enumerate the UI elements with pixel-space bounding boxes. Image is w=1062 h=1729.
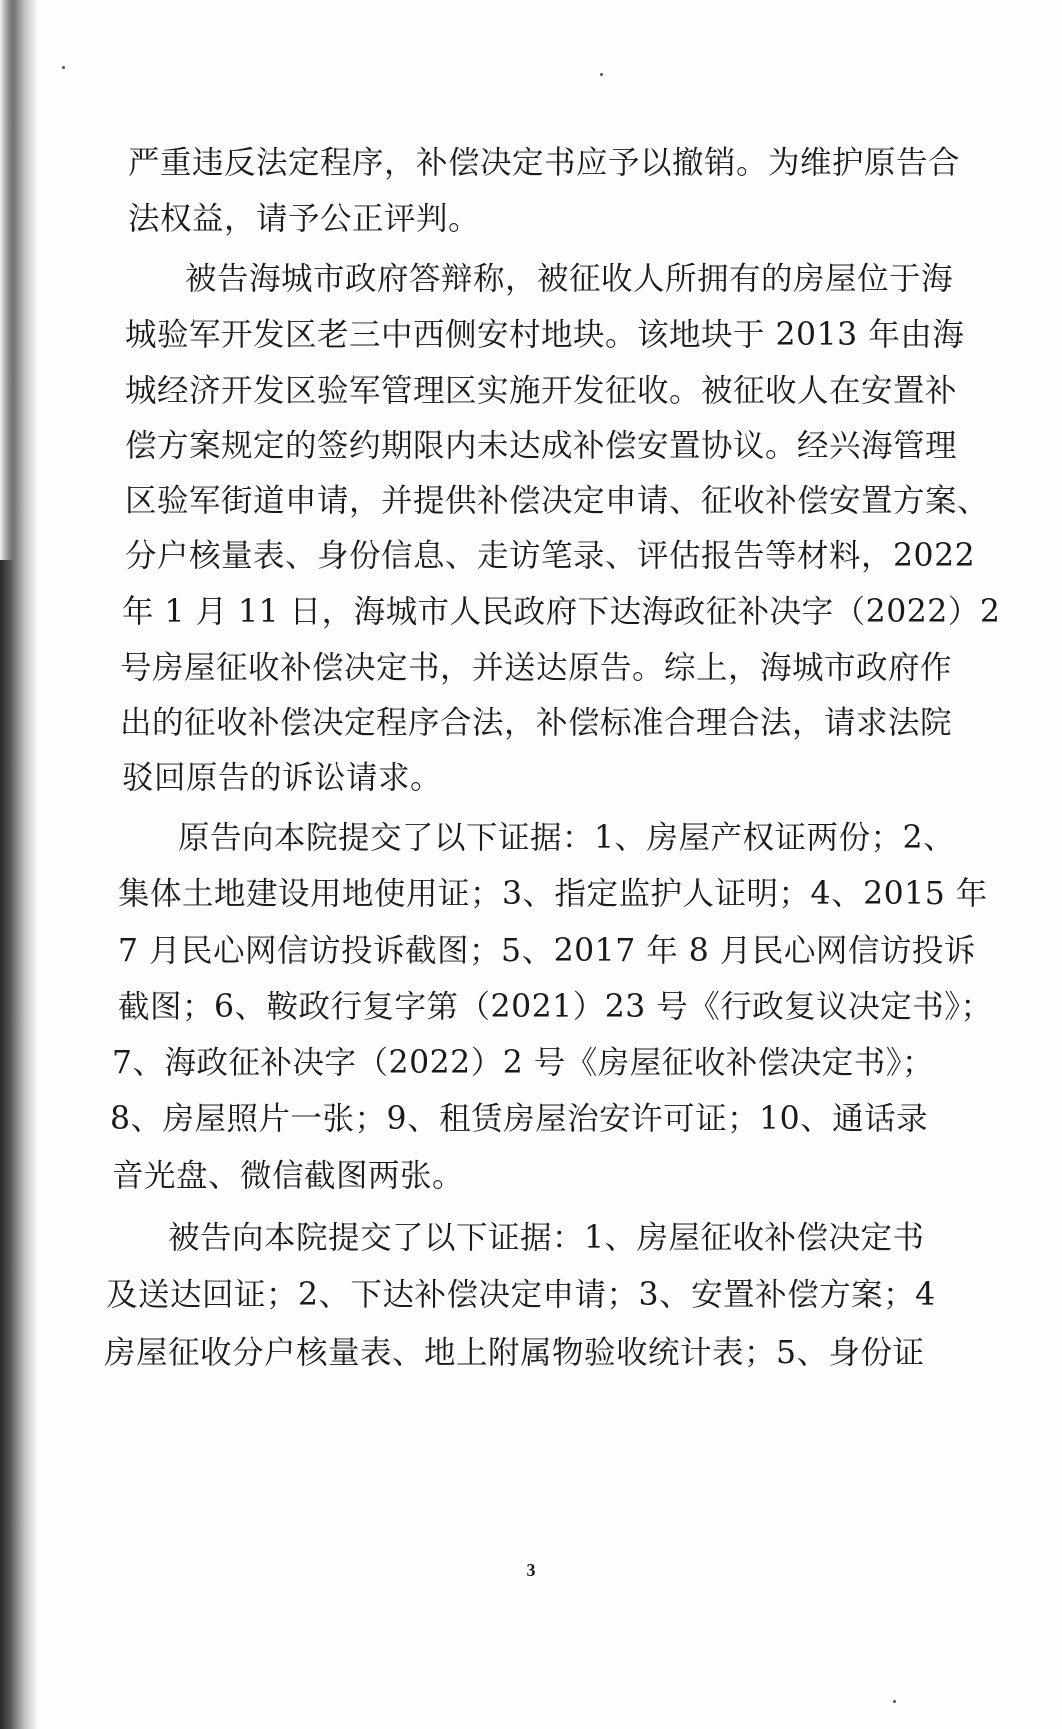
text-line: 集体土地建设用地使用证；3、指定监护人证明；4、2015 年 — [118, 876, 988, 912]
text-line: 7 月民心网信访投诉截图；5、2017 年 8 月民心网信访投诉 — [118, 933, 976, 969]
text-line: 音光盘、微信截图两张。 — [112, 1158, 465, 1194]
text-line: 偿方案规定的签约期限内未达成补偿安置协议。经兴海管理 — [125, 428, 958, 464]
text-line: 法权益，请予公正评判。 — [128, 201, 481, 237]
text-line: 城经济开发区验军管理区实施开发征收。被征收人在安置补 — [125, 373, 958, 409]
text-line: 出的征收补偿决定程序合法，补偿标准合理合法，请求法院 — [120, 705, 953, 741]
scan-speck — [62, 66, 65, 69]
scan-speck — [600, 73, 603, 76]
scan-speck — [893, 1700, 896, 1703]
text-line: 被告向本院提交了以下证据：1、房屋征收补偿决定书 — [168, 1220, 925, 1256]
text-line: 8、房屋照片一张；9、租赁房屋治安许可证；10、通话录 — [110, 1101, 929, 1137]
text-line: 原告向本院提交了以下证据：1、房屋产权证两份；2、 — [178, 820, 956, 856]
text-line: 城验军开发区老三中西侧安村地块。该地块于 2013 年由海 — [125, 317, 965, 353]
text-line: 号房屋征收补偿决定书，并送达原告。综上，海城市政府作 — [120, 650, 953, 686]
text-line: 区验军街道申请，并提供补偿决定申请、征收补偿安置方案、 — [125, 483, 990, 519]
text-line: 被告海城市政府答辩称，被征收人所拥有的房屋位于海 — [185, 261, 954, 297]
text-line: 截图；6、鞍政行复字第（2021）23 号《行政复议决定书》； — [118, 989, 993, 1025]
text-line: 分户核量表、身份信息、走访笔录、评估报告等材料，2022 — [125, 538, 976, 574]
text-line: 7、海政征补决字（2022）2 号《房屋征收补偿决定书》； — [112, 1045, 935, 1081]
text-line: 严重违反法定程序，补偿决定书应予以撤销。为维护原告合 — [128, 145, 961, 181]
text-line: 年 1 月 11 日，海城市人民政府下达海政征补决字（2022）2 — [122, 594, 1001, 630]
text-line: 房屋征收分户核量表、地上附属物验收统计表；5、身份证 — [104, 1335, 925, 1371]
page-number: 3 — [526, 1560, 536, 1580]
text-line: 及送达回证；2、下达补偿决定申请；3、安置补偿方案；4 — [106, 1277, 936, 1313]
text-line: 驳回原告的诉讼请求。 — [122, 760, 443, 796]
